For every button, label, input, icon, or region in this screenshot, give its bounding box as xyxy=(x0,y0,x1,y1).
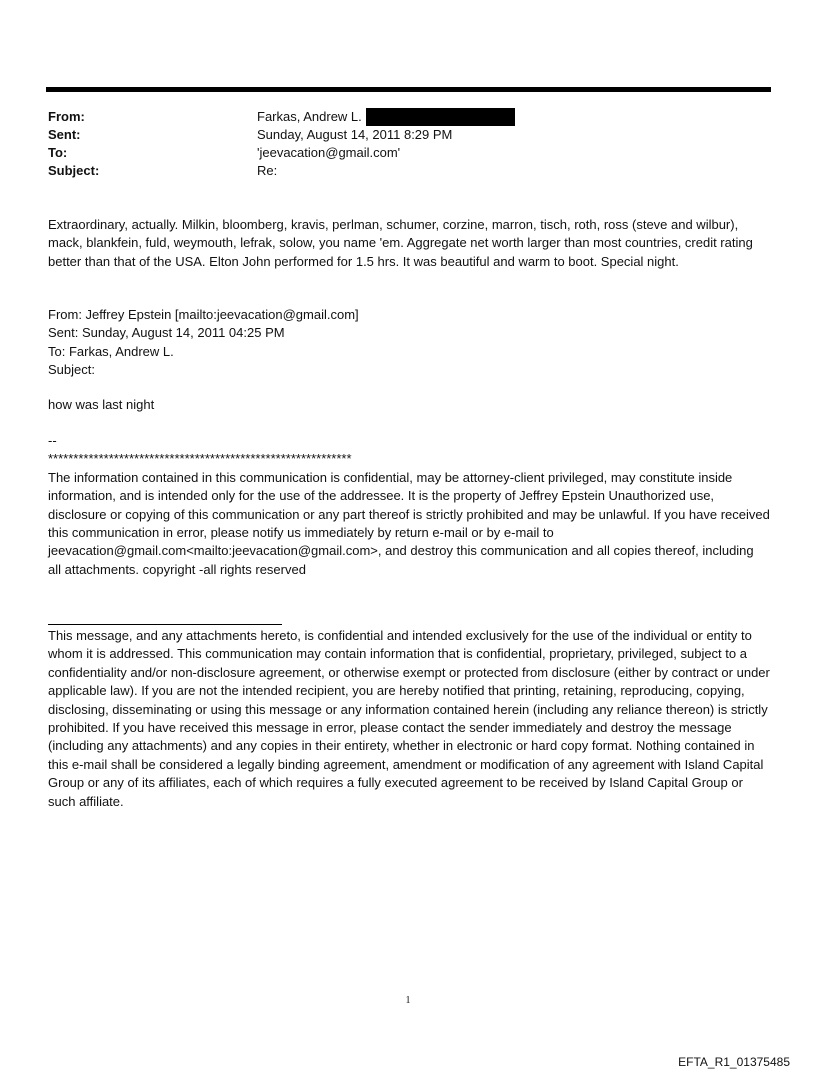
signature-block xyxy=(48,432,770,579)
reply-body: Extraordinary, actually. Milkin, bloomberg, kravis, perlman, schumer, corzine, marron, tisch, roth, ross (steve and wilbur), mack, blankfein, fuld, weymouth, lefrak, solow, you name 'em. Aggregate net worth larger than most countries, credit rating better than that of the USA. Elton John performed for 1.5 hrs. It was beautiful and warm to boot. Special night. xyxy=(48,217,753,269)
footer-disclaimer-block xyxy=(48,627,770,811)
quoted-to-line: To: Farkas, Andrew L. xyxy=(48,343,174,359)
redaction-box xyxy=(366,108,515,126)
quoted-header-block xyxy=(48,306,770,380)
quoted-sent-line: Sent: Sunday, August 14, 2011 04:25 PM xyxy=(48,325,285,341)
subject-row xyxy=(48,162,748,180)
subject-label: Subject: xyxy=(48,163,100,178)
from-value-wrap xyxy=(257,108,515,126)
sent-label: Sent: xyxy=(48,127,81,142)
header-top-rule xyxy=(46,87,771,92)
signature-stars: ************************************************************ xyxy=(48,451,352,467)
to-label: To: xyxy=(48,145,68,160)
quoted-subject-line: Subject: xyxy=(48,362,95,378)
sent-row xyxy=(48,126,748,144)
to-value: 'jeevacation@gmail.com' xyxy=(257,145,401,160)
footer-disclaimer: This message, and any attachments hereto, is confidential and intended exclusively for the use of the individual or entity to whom it is addressed. This communication may contain information that is confidential, proprietary, privileged, subject to a confidentiality and/or non-disclosure agreement, or otherwise exempt or protected from disclosure (either by contract or under applicable law). If you are not the intended recipient, you are hereby notified that printing, retaining, reproducing, copying, disclosing, disseminating or using this message or any information contained herein (including any reliance thereon) is strictly prohibited. If you have received this message in error, please contact the sender immediately and destroy the message (including any attachments) and any copies in their entirety, whether in electronic or hard copy format. Nothing contained in this e-mail shall be considered a legally binding agreement, amendment or modification of any agreement with Island Capital Group or any of its affiliates, each of which requires a fully executed agreement to be received by Island Capital Group or such affiliate. xyxy=(48,628,770,809)
footer-separator-rule xyxy=(48,624,282,625)
reply-body-block xyxy=(48,216,770,271)
from-row xyxy=(48,108,748,126)
quoted-body-block xyxy=(48,396,770,414)
bates-number: EFTA_R1_01375485 xyxy=(678,1055,790,1069)
signature-disclaimer: The information contained in this communication is confidential, may be attorney-client privileged, may constitute inside information, and is intended only for the use of the addressee. It is the property of Jeffrey Epstein Unauthorized use, disclosure or copying of this communication or any part thereof is strictly prohibited and may be unlawful. If you have received this communication in error, please notify us immediately by return e-mail or by e-mail to jeevacation@gmail.com<mailto:jeevacation@gmail.com>, and destroy this communication and all copies thereof, including all attachments. copyright -all rights reserved xyxy=(48,469,770,577)
from-label: From: xyxy=(48,109,85,124)
subject-value: Re: xyxy=(257,163,278,178)
quoted-from-line: From: Jeffrey Epstein [mailto:jeevacation@gmail.com] xyxy=(48,307,359,322)
email-header xyxy=(48,108,748,180)
signature-dashes: -- xyxy=(48,433,57,448)
quoted-body: how was last night xyxy=(48,397,155,412)
page-number: 1 xyxy=(405,995,411,1006)
sent-value: Sunday, August 14, 2011 8:29 PM xyxy=(257,127,453,142)
to-row xyxy=(48,144,748,162)
from-value: Farkas, Andrew L. xyxy=(257,109,362,124)
